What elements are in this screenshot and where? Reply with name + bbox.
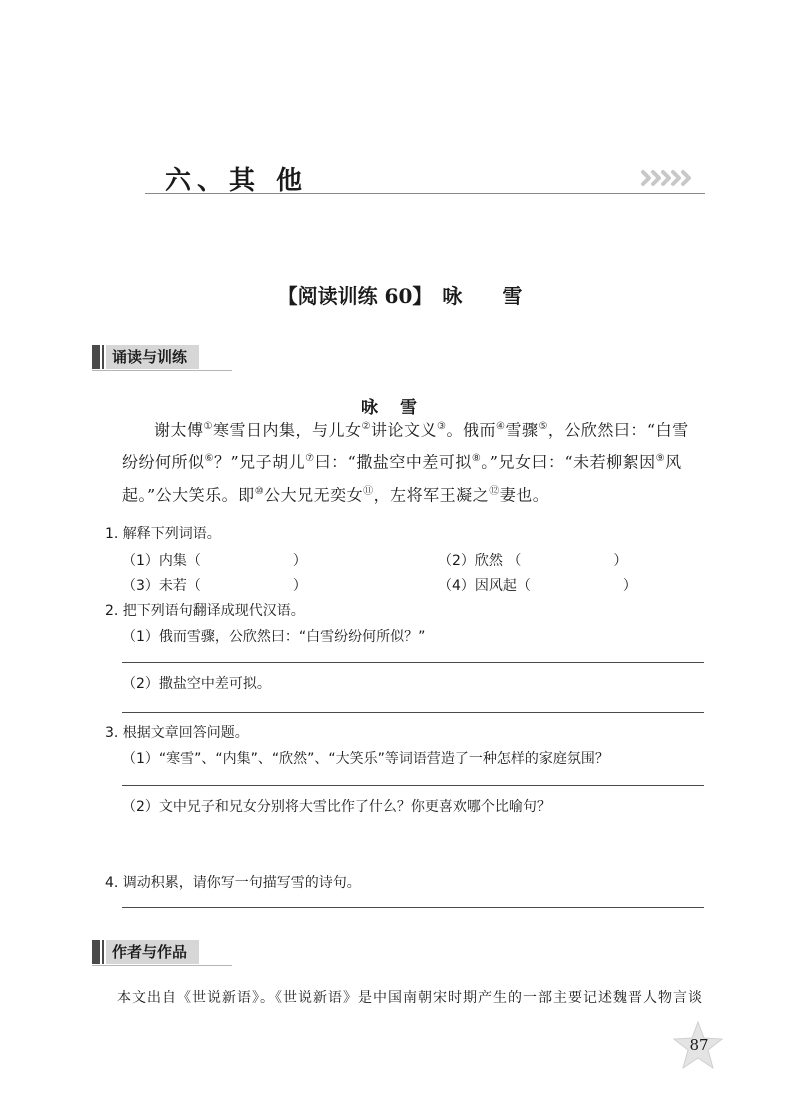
- q1-item-4-label: （4）因风起（: [438, 578, 531, 594]
- poem-title: 咏雪: [361, 398, 439, 418]
- answer-line[interactable]: [122, 907, 704, 908]
- q1-item-1-label: （1）内集（: [122, 553, 201, 569]
- q1-item-3: [122, 575, 307, 595]
- q3-item-2: （2）文中兄子和兄女分别将大雪比作了什么？你更喜欢哪个比喻句？: [122, 799, 551, 815]
- chevrons-right-icon: [640, 169, 698, 187]
- q1-item-2-label: （2）欣然 （: [438, 553, 522, 569]
- footnote-marker: ①: [203, 421, 213, 432]
- footnote-marker: ⑫: [489, 485, 500, 497]
- section-underline: [92, 965, 232, 966]
- lesson-title-second: 雪: [502, 284, 523, 308]
- q3-item-1: （1）“寒雪”、“内集”、“欣然”、“大笑乐”等词语营造了一种怎样的家庭氛围？: [122, 751, 609, 767]
- section-bar: [92, 345, 100, 369]
- footnote-marker: ③: [436, 421, 447, 432]
- lesson-title-first: 咏: [442, 284, 463, 308]
- footnote-marker: ⑤: [538, 421, 548, 432]
- passage-text: 寒雪日内集，与儿女: [212, 420, 362, 440]
- q1-item-1-close: ）: [292, 553, 307, 569]
- poem-passage: [122, 412, 702, 509]
- section-underline: [92, 370, 232, 371]
- q1-item-3-close: ）: [292, 578, 307, 594]
- question-3-stem: 3. 根据文章回答问题。: [105, 725, 249, 741]
- passage-text: 风起。”公大笑乐。即: [122, 452, 682, 504]
- passage-text: 。俄而: [446, 420, 496, 440]
- chapter-title: 六、其 他: [165, 166, 309, 196]
- lesson-title: [0, 280, 800, 309]
- passage-text: 曰：“撒盐空中差可拟: [314, 452, 472, 472]
- footnote-marker: ⑥: [204, 453, 214, 465]
- page-number: 87: [689, 1036, 709, 1054]
- section-bar-thin: [102, 940, 104, 964]
- question-4-stem: 4. 调动积累，请你写一句描写雪的诗句。: [105, 875, 361, 891]
- footnote-marker: ⑩: [254, 485, 265, 497]
- section-bar-thin: [102, 345, 104, 369]
- answer-line[interactable]: [122, 662, 704, 663]
- passage-text: ？”兄子胡儿: [213, 452, 306, 472]
- q1-item-3-label: （3）未若（: [122, 578, 201, 594]
- author-intro-text: 本文出自《世说新语》。《世说新语》是中国南朝宋时期产生的一部主要记述魏晋人物言谈: [117, 990, 703, 1006]
- footnote-marker: ⑧: [471, 453, 482, 465]
- q1-item-4: [438, 575, 637, 595]
- passage-text: ，公欣然曰：“白雪纷纷何所似: [122, 420, 689, 472]
- lesson-label: 【阅读训练 60】: [277, 284, 433, 308]
- passage-text: ，左将军王凝之: [373, 484, 490, 504]
- footnote-marker: ②: [361, 421, 371, 432]
- passage-text: 雪骤: [505, 420, 539, 440]
- footnote-marker: ④: [495, 421, 506, 432]
- question-2-stem: 2. 把下列语句翻译成现代汉语。: [105, 603, 305, 619]
- passage-text: 。”兄女曰：“未若柳絮因: [481, 452, 656, 472]
- q1-item-1: [122, 550, 307, 570]
- chapter-rule: [145, 193, 705, 194]
- q1-item-2-close: ）: [613, 553, 628, 569]
- q1-item-2: [438, 550, 627, 570]
- question-1-stem: 1. 解释下列词语。: [105, 526, 221, 542]
- q1-item-4-close: ）: [622, 578, 637, 594]
- section-bar: [92, 940, 100, 964]
- footnote-marker: ⑪: [363, 485, 374, 497]
- section-label: 作者与作品: [106, 940, 199, 964]
- footnote-marker: ⑦: [305, 453, 315, 465]
- passage-text: 妻也。: [499, 484, 550, 504]
- passage-text: 讲论文义: [370, 420, 437, 440]
- q2-item-1: （1）俄而雪骤，公欣然曰：“白雪纷纷何所似？”: [122, 629, 426, 645]
- passage-text: 谢太傅: [154, 420, 204, 440]
- footnote-marker: ⑨: [655, 453, 666, 465]
- answer-line[interactable]: [122, 712, 704, 713]
- passage-text: 公大兄无奕女: [264, 484, 364, 504]
- q2-item-2: （2）撒盐空中差可拟。: [122, 676, 271, 692]
- section-label: 诵读与训练: [106, 345, 199, 369]
- answer-line[interactable]: [122, 785, 704, 786]
